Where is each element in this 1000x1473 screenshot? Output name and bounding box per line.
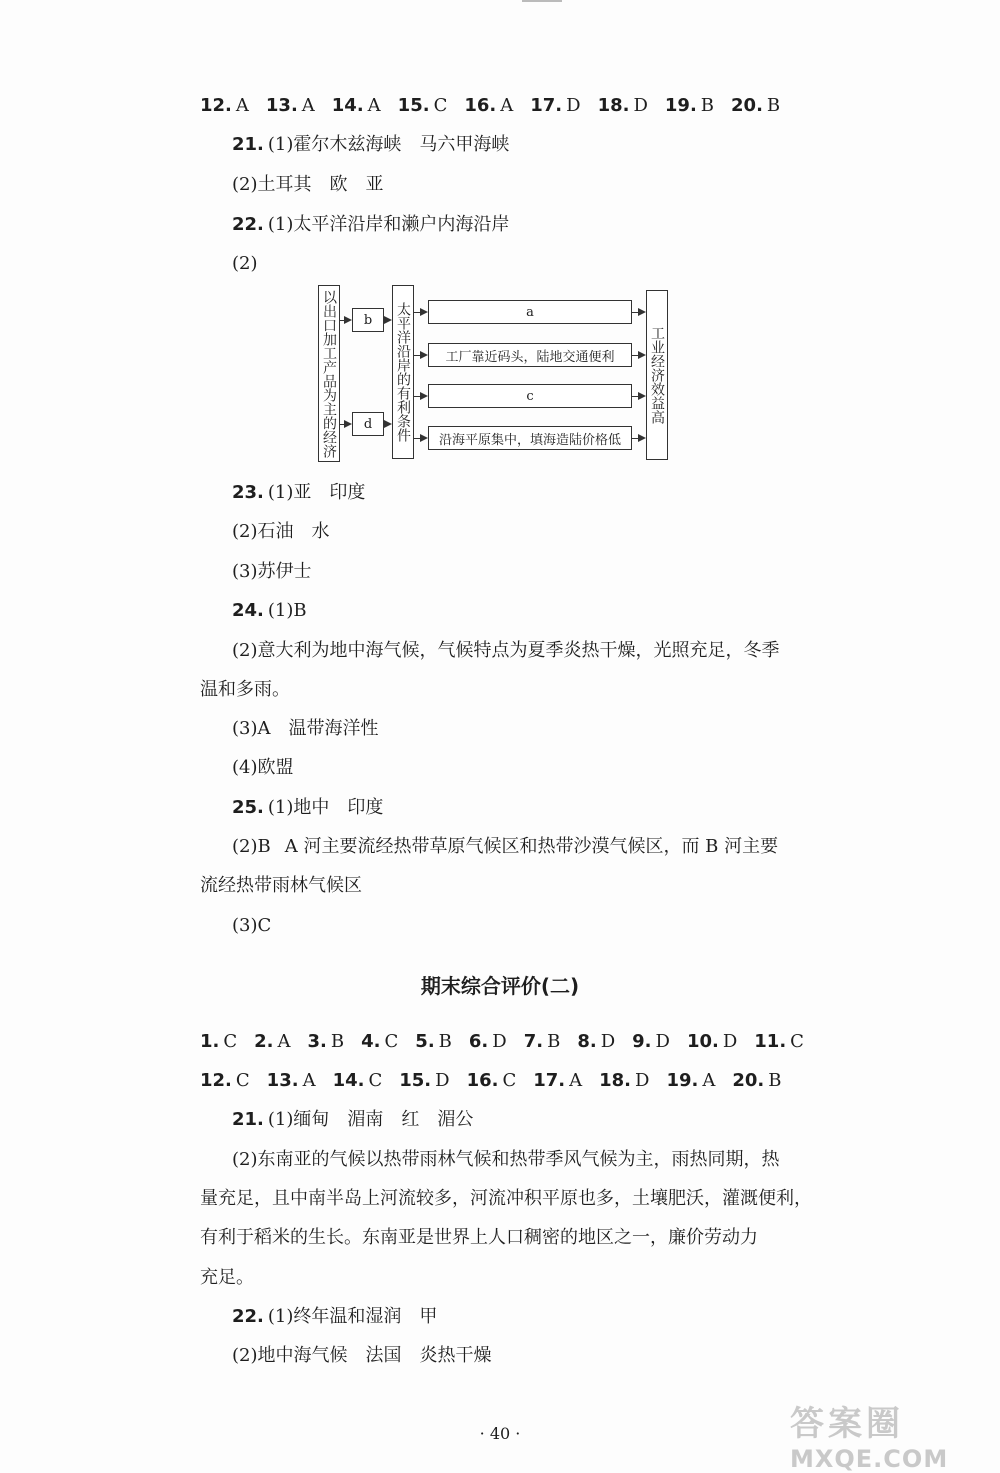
- answer-text: 湄南: [347, 1109, 384, 1130]
- question-number: 12.: [200, 1070, 232, 1091]
- arrow: [414, 396, 426, 397]
- answer-item: [254, 1030, 290, 1054]
- answer-letter: D: [566, 95, 581, 116]
- arrow: [632, 312, 644, 313]
- page-number: · 40 ·: [479, 1424, 521, 1443]
- q21b-part2-line4: [200, 1266, 254, 1290]
- diagram-box-b: b: [352, 308, 384, 332]
- question-number: 5.: [415, 1031, 435, 1052]
- answer-text: 水: [311, 521, 330, 542]
- answer-text: (1)霍尔木兹海峡: [267, 134, 402, 155]
- answer-letter: B: [700, 95, 715, 116]
- question-number: 20.: [731, 95, 763, 116]
- answer-letter: A: [500, 95, 514, 116]
- answer-item: [577, 1030, 615, 1054]
- q22b-part2: [232, 1344, 492, 1368]
- question-number: 3.: [307, 1031, 327, 1052]
- answer-item: [598, 94, 648, 118]
- question-number: 10.: [686, 1031, 719, 1052]
- answer-text: (1)缅甸: [267, 1109, 330, 1130]
- answer-text: (2)石油: [232, 521, 294, 542]
- answer-text: (2)地中海气候: [232, 1345, 348, 1366]
- arrow: [340, 424, 350, 425]
- answer-row-12-20: [200, 94, 797, 118]
- q22-part1: [232, 213, 509, 237]
- q23-part3: [232, 560, 312, 584]
- answer-letter: C: [790, 1031, 804, 1052]
- answer-letter: A: [302, 1070, 316, 1091]
- answer-letter: A: [277, 1031, 291, 1052]
- question-number: 18.: [599, 1070, 632, 1091]
- question-number: 15.: [397, 95, 430, 116]
- answer-letter: B: [768, 1070, 782, 1091]
- answer-letter: A: [702, 1070, 716, 1091]
- answer-item: [464, 94, 513, 118]
- answer-item: [267, 1069, 316, 1093]
- answer-text: (1)亚: [267, 482, 312, 503]
- q25-part2-cont: [200, 874, 362, 898]
- answer-item: [333, 1069, 383, 1093]
- answer-item: [533, 1069, 582, 1093]
- answer-item: [666, 1069, 715, 1093]
- answer-letter: D: [655, 1031, 670, 1052]
- arrow: [632, 438, 644, 439]
- question-number: 24.: [232, 600, 264, 621]
- answer-item: [687, 1030, 737, 1054]
- answer-letter: D: [633, 95, 648, 116]
- answer-letter: D: [492, 1031, 507, 1052]
- q25-part1: [232, 796, 383, 820]
- top-edge-mark: [522, 0, 562, 6]
- q21-part1: [232, 133, 509, 157]
- answer-text: 红: [401, 1109, 420, 1130]
- answer-item: [399, 1069, 449, 1093]
- q21b-part2-line3: [200, 1226, 758, 1250]
- answer-text: 有利于稻米的生长。东南亚是世界上人口稠密的地区之一，廉价劳动力: [200, 1227, 758, 1248]
- question-number: 1.: [200, 1031, 220, 1052]
- answer-item: [308, 1030, 345, 1054]
- arrow: [414, 438, 426, 439]
- answer-item: [415, 1030, 452, 1054]
- answer-text: 印度: [347, 797, 384, 818]
- answer-text: 炎热干燥: [419, 1345, 492, 1366]
- answer-item: [398, 94, 448, 118]
- diagram-row-a: a: [428, 300, 632, 324]
- question-number: 20.: [732, 1070, 765, 1091]
- answer-item: [200, 94, 249, 118]
- answer-text: (2)土耳其: [232, 174, 312, 195]
- question-number: 6.: [468, 1031, 489, 1052]
- answer-text: (2)东南亚的气候以热带雨林气候和热带季风气候为主，雨热同期，热: [232, 1149, 780, 1170]
- answer-item: [665, 94, 714, 118]
- answer-text: 甲: [419, 1306, 438, 1327]
- answer-item: [530, 94, 580, 118]
- answer-letter: A: [569, 1070, 583, 1091]
- arrow: [340, 320, 350, 321]
- q24-part4: [232, 756, 294, 780]
- answer-text: 欧: [329, 174, 348, 195]
- arrow: [632, 396, 644, 397]
- answer-item: [632, 1030, 670, 1054]
- answer-item: [200, 1030, 237, 1054]
- question-number: 17.: [530, 95, 563, 116]
- answer-text: 充足。: [200, 1267, 254, 1288]
- question-number: 21.: [232, 134, 264, 155]
- question-number: 14.: [332, 1070, 365, 1091]
- answer-item: [332, 94, 381, 118]
- answer-text: 湄公: [437, 1109, 474, 1130]
- q21b-part1: [232, 1108, 473, 1132]
- q22b-part1: [232, 1305, 437, 1329]
- q22-part2: [232, 252, 258, 276]
- answer-letter: C: [433, 95, 448, 116]
- question-number: 19.: [666, 1070, 699, 1091]
- answer-letter: D: [722, 1031, 738, 1052]
- answer-text: 温带海洋性: [288, 718, 379, 739]
- question-number: 22.: [232, 214, 264, 235]
- answer-text: 量充足，且中南半岛上河流较多，河流冲积平原也多，土壤肥沃，灌溉便利，: [200, 1188, 812, 1209]
- answer-item: [266, 94, 315, 118]
- answer-letter: B: [438, 1031, 452, 1052]
- answer-item: [200, 1069, 250, 1093]
- answer-item: [469, 1030, 507, 1054]
- question-number: 11.: [754, 1031, 787, 1052]
- answer-letter: A: [235, 95, 249, 116]
- question-number: 22.: [232, 1306, 264, 1327]
- answer-letter: D: [600, 1031, 616, 1052]
- answer-text: (3)苏伊士: [232, 561, 312, 582]
- diagram-mid-box: 太平洋沿岸的有利条件: [392, 285, 414, 459]
- question-number: 17.: [533, 1070, 566, 1091]
- answer-text: 亚: [365, 174, 384, 195]
- answer-item: [754, 1030, 804, 1054]
- question-number: 19.: [664, 95, 697, 116]
- answer-item: [732, 1069, 781, 1093]
- arrow: [414, 312, 426, 313]
- answer-letter: A: [301, 95, 315, 116]
- q23-part1: [232, 481, 365, 505]
- answer-letter: C: [368, 1070, 383, 1091]
- answer-text: (3)C: [232, 915, 272, 936]
- arrow: [632, 355, 644, 356]
- question-number: 8.: [577, 1031, 597, 1052]
- q24-part1: [232, 599, 307, 623]
- answer-item: [467, 1069, 517, 1093]
- q21-part2: [232, 173, 384, 197]
- diagram-row-2: 工厂靠近码头，陆地交通便利: [428, 343, 632, 367]
- answer-letter: C: [502, 1070, 517, 1091]
- question-number: 25.: [232, 797, 264, 818]
- answer-letter: A: [367, 95, 381, 116]
- arrow: [414, 355, 426, 356]
- watermark-bottom-text: MXQE.COM: [790, 1445, 949, 1473]
- diagram-left-box: 以出口加工产品为主的经济: [318, 285, 340, 462]
- question-number: 23.: [232, 482, 264, 503]
- q21b-part2-line1: [232, 1148, 780, 1172]
- question-number: 9.: [632, 1031, 652, 1052]
- answer-text: 法国: [365, 1345, 402, 1366]
- answer-text: A 河主要流经热带草原气候区和热带沙漠气候区，而 B 河主要: [284, 836, 779, 857]
- q24-part2-cont: [200, 678, 290, 702]
- answer-text: (1)地中: [267, 797, 330, 818]
- diagram-box-d: d: [352, 412, 384, 436]
- diagram-right-box: 工业经济效益高: [646, 290, 668, 460]
- diagram-row-4: 沿海平原集中，填海造陆价格低: [428, 426, 632, 450]
- answer-row-1-11: [200, 1030, 821, 1054]
- question-number: 15.: [399, 1070, 432, 1091]
- q24-part2: [232, 639, 780, 663]
- answer-item: [599, 1069, 649, 1093]
- answer-item: [731, 94, 780, 118]
- answer-letter: C: [235, 1070, 250, 1091]
- answer-text: (3)A: [232, 718, 271, 739]
- answer-text: 流经热带雨林气候区: [200, 875, 362, 896]
- question-number: 16.: [464, 95, 497, 116]
- question-number: 13.: [265, 95, 298, 116]
- arrow: [384, 424, 390, 425]
- question-number: 7.: [523, 1031, 544, 1052]
- answer-text: (2)意大利为地中海气候，气候特点为夏季炎热干燥，光照充足，冬季: [232, 640, 780, 661]
- answer-letter: C: [223, 1031, 238, 1052]
- question-number: 18.: [597, 95, 630, 116]
- watermark-top-text: 答案圈: [790, 1404, 904, 1444]
- q21b-part2-line2: [200, 1187, 812, 1211]
- watermark-logo: [790, 1396, 990, 1473]
- answer-letter: B: [766, 95, 781, 116]
- answer-item: [361, 1030, 398, 1054]
- answer-text: (1)太平洋沿岸和濑户内海沿岸: [267, 214, 510, 235]
- answer-letter: D: [635, 1070, 650, 1091]
- section-heading: 期末综合评价(二): [420, 974, 580, 998]
- answer-text: (1)B: [267, 600, 307, 621]
- answer-text: (2)B: [232, 836, 271, 857]
- answer-letter: D: [435, 1070, 450, 1091]
- question-number: 14.: [331, 95, 364, 116]
- question-number: 16.: [466, 1070, 499, 1091]
- question-number: 4.: [361, 1031, 381, 1052]
- answer-letter: C: [384, 1031, 399, 1052]
- answer-text: 印度: [329, 482, 366, 503]
- answer-text: (4)欧盟: [232, 757, 294, 778]
- question-number: 12.: [200, 95, 232, 116]
- arrow: [384, 320, 390, 321]
- q25-part3: [232, 914, 271, 938]
- question-number: 13.: [266, 1070, 299, 1091]
- q23-part2: [232, 520, 330, 544]
- answer-letter: B: [330, 1031, 345, 1052]
- answer-text: (1)终年温和湿润: [267, 1306, 402, 1327]
- answer-text: 马六甲海峡: [419, 134, 510, 155]
- answer-text: (2): [232, 253, 258, 274]
- q25-part2: [232, 835, 778, 859]
- answer-item: [524, 1030, 561, 1054]
- question-number: 2.: [254, 1031, 274, 1052]
- q24-part3: [232, 717, 379, 741]
- answer-letter: B: [547, 1031, 561, 1052]
- answer-text: 温和多雨。: [200, 679, 290, 700]
- answer-row-12-20-b: [200, 1069, 798, 1093]
- diagram-row-c: c: [428, 384, 632, 408]
- question-number: 21.: [232, 1109, 264, 1130]
